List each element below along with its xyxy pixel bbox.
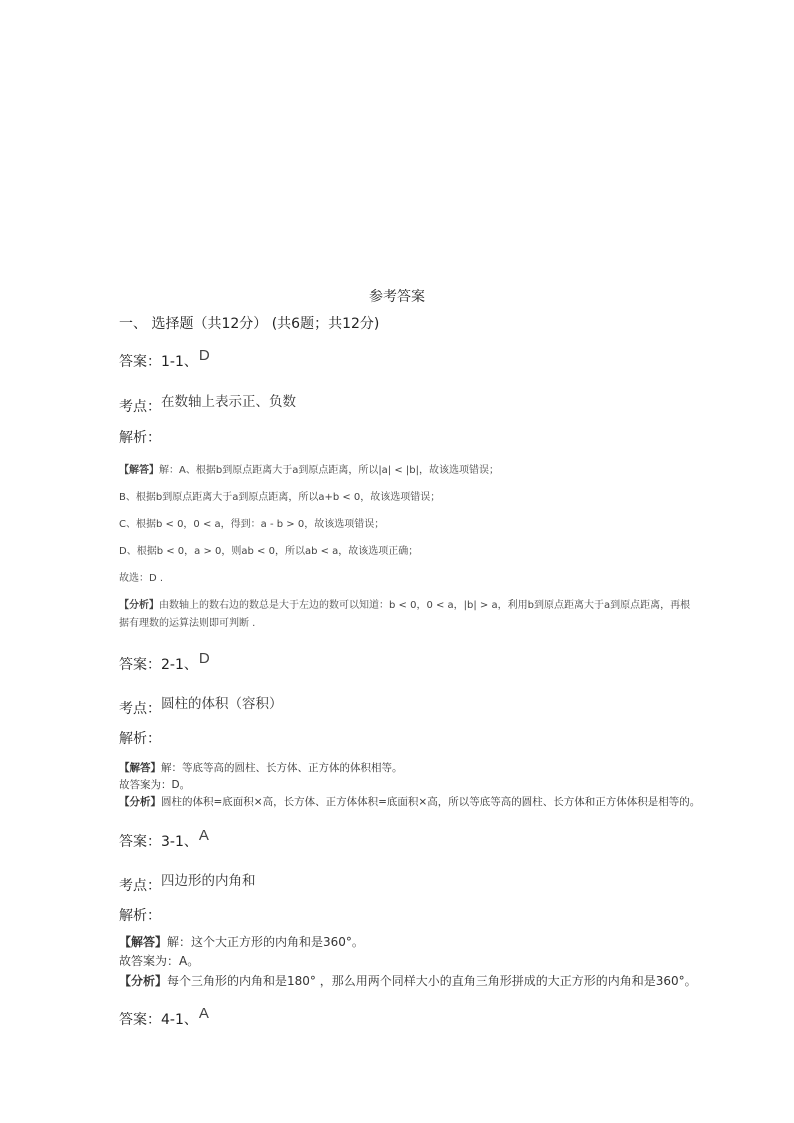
explanation-line: 故答案为：D。 bbox=[119, 779, 191, 791]
answer-value: D bbox=[198, 347, 210, 364]
kaodian-value: 圆柱的体积（容积） bbox=[161, 696, 283, 712]
answer-value: D bbox=[198, 650, 210, 667]
answer-label: 答案：1-1、 bbox=[119, 354, 198, 370]
explanation-line: 【分析】圆柱的体积=底面积×高，长方体、正方体体积=底面积×高，所以等底等高的圆柱、长方体和正方体体积是相等的。 bbox=[119, 796, 701, 808]
kaodian-label: 考点： bbox=[119, 399, 161, 415]
kaodian-label: 考点： bbox=[119, 878, 161, 894]
explanation-line: 【解答】解：这个大正方形的内角和是360°。 bbox=[119, 935, 364, 949]
explanation-line: D、根据b < 0，a > 0，则ab < 0，所以ab < a，故该选项正确； bbox=[119, 546, 419, 557]
answer-4 bbox=[119, 1005, 209, 1029]
answer-1 bbox=[119, 347, 210, 371]
explanation-line: 【解答】解：A、根据b到原点距离大于a到原点距离，所以|a| < |b|，故该选项错误； bbox=[119, 465, 500, 476]
explanation-line: 【分析】每个三角形的内角和是180° ，那么用两个同样大小的直角三角形拼成的大正方形的内角和是360°。 bbox=[119, 974, 697, 988]
answer-label: 答案：4-1、 bbox=[119, 1012, 198, 1028]
kaodian-label: 考点： bbox=[119, 701, 161, 717]
answer-value: A bbox=[198, 827, 209, 844]
kaodian-3 bbox=[119, 874, 256, 895]
explanation-line: 据有理数的运算法则即可判断 . bbox=[119, 618, 256, 629]
section-heading: 一、 选择题（共12分） (共6题；共12分) bbox=[119, 316, 380, 332]
jiexi-label: 解析： bbox=[119, 731, 161, 747]
answer-2 bbox=[119, 650, 210, 674]
answer-3 bbox=[119, 827, 209, 851]
kaodian-value: 四边形的内角和 bbox=[161, 873, 256, 889]
explanation-line: 【解答】解：等底等高的圆柱、长方体、正方体的体积相等。 bbox=[119, 762, 403, 774]
explanation-line: 故选：D . bbox=[119, 573, 164, 584]
explanation-line: 【分析】由数轴上的数右边的数总是大于左边的数可以知道：b < 0，0 < a，|b| > a，利用b到原点距离大于a到原点距离，再根 bbox=[119, 600, 691, 611]
jiexi-label: 解析： bbox=[119, 908, 161, 924]
kaodian-value: 在数轴上表示正、负数 bbox=[161, 394, 296, 410]
explanation-line: C、根据b < 0，0 < a，得到：a - b > 0，故该选项错误； bbox=[119, 519, 385, 530]
kaodian-1 bbox=[119, 395, 296, 416]
explanation-line: B、根据b到原点距离大于a到原点距离，所以a+b < 0，故该选项错误； bbox=[119, 492, 441, 503]
explanation-line: 故答案为：A。 bbox=[119, 954, 200, 968]
kaodian-2 bbox=[119, 697, 283, 718]
page-title: 参考答案 bbox=[369, 289, 425, 305]
answer-value: A bbox=[198, 1005, 209, 1022]
answer-label: 答案：3-1、 bbox=[119, 834, 198, 850]
jiexi-label: 解析： bbox=[119, 430, 161, 446]
answer-label: 答案：2-1、 bbox=[119, 657, 198, 673]
